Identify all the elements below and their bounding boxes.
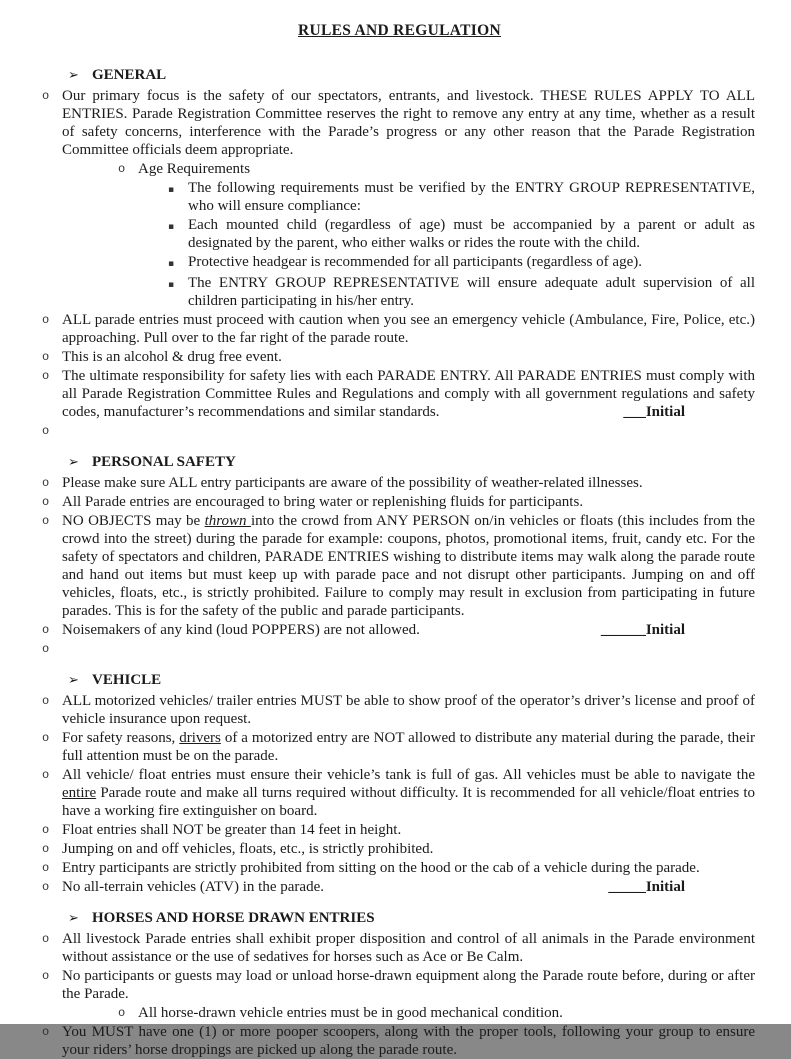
circle-bullet-icon: o <box>42 694 50 708</box>
list-item-text <box>188 274 757 310</box>
initial-blank: ___Initial <box>623 404 685 420</box>
list-item <box>42 692 757 728</box>
list-item <box>42 766 757 820</box>
circle-bullet-icon: o <box>42 476 50 490</box>
circle-bullet-icon: o <box>42 495 50 509</box>
list-item-text <box>62 348 757 366</box>
list-item-text <box>188 179 757 215</box>
circle-bullet-icon: o <box>42 642 50 656</box>
list-item-text <box>62 729 757 765</box>
text-run: of a motorized entry are NOT allowed to distribute any material during the parade, their full attention must be on the parade. <box>62 730 755 764</box>
list-item-text <box>62 692 757 728</box>
circle-bullet-icon: o <box>42 369 50 383</box>
circle-bullet-icon: o <box>42 969 50 983</box>
circle-bullet-icon: o <box>42 623 50 637</box>
circle-bullet-icon: o <box>42 861 50 875</box>
text-run: ALL motorized vehicles/ trailer entries MUST be able to show proof of the operator’s driver’s license and proof of vehicle insurance upon request. <box>62 693 755 727</box>
list-item-text <box>62 87 757 159</box>
list-item <box>42 621 757 639</box>
list-item-text <box>62 930 757 966</box>
list-item <box>42 348 757 366</box>
text-run: No all-terrain vehicles (ATV) in the parade. <box>62 879 324 895</box>
text-run: Entry participants are strictly prohibited from sitting on the hood or the cab of a vehicle during the parade. <box>62 860 700 876</box>
circle-bullet-icon: o <box>42 1025 50 1039</box>
list-item-text <box>62 859 757 877</box>
list-item <box>42 179 757 215</box>
circle-bullet-icon: o <box>42 514 50 528</box>
list-item <box>42 311 757 347</box>
circle-bullet-icon: o <box>42 350 50 364</box>
list-item-text <box>188 216 757 252</box>
list-item <box>42 859 757 877</box>
list-item-text <box>138 1004 757 1022</box>
text-run: For safety reasons, <box>62 730 180 746</box>
text-run: ALL parade entries must proceed with caution when you see an emergency vehicle (Ambulance, Fire, Police, etc.) approaching. Pull over to the far right of the parade route. <box>62 312 755 346</box>
circle-bullet-icon: o <box>42 89 50 103</box>
section-header-personal-safety <box>68 453 757 471</box>
list-item-text <box>62 878 757 896</box>
text-run: All vehicle/ float entries must ensure their vehicle’s tank is full of gas. All vehicles must be able to navigate the <box>62 767 755 783</box>
circle-bullet-icon: o <box>42 823 50 837</box>
arrow-bullet-icon: ➢ <box>68 454 79 469</box>
section-title: VEHICLE <box>92 672 162 688</box>
list-item <box>42 87 757 159</box>
circle-bullet-icon: o <box>42 768 50 782</box>
circle-bullet-icon: o <box>42 932 50 946</box>
arrow-bullet-icon: ➢ <box>68 67 79 82</box>
list-item-text <box>62 367 757 421</box>
circle-bullet-icon: o <box>42 424 50 438</box>
text-run: No participants or guests may load or unload horse-drawn equipment along the Parade route before, during or after the Parade. <box>62 968 755 1002</box>
section-header-general <box>68 66 757 84</box>
list-item-text <box>62 512 757 620</box>
square-bullet-icon: ▪ <box>168 280 175 290</box>
list-item <box>42 274 757 310</box>
text-run: All Parade entries are encouraged to bring water or replenishing fluids for participants. <box>62 494 584 510</box>
list-item <box>42 930 757 966</box>
list-item <box>42 512 757 620</box>
text-run: All horse-drawn vehicle entries must be in good mechanical condition. <box>138 1005 563 1021</box>
list-item <box>42 216 757 252</box>
list-item <box>42 422 757 440</box>
section-title: HORSES AND HORSE DRAWN ENTRIES <box>92 910 375 926</box>
list-item <box>42 160 757 178</box>
document-body <box>42 66 757 1059</box>
text-run: The ultimate responsibility for safety lies with each PARADE ENTRY. All PARADE ENTRIES must comply with all Parade Registration Committee Rules and Regulations and comply with all government regulations and safety codes, manufacturer’s recommendations and similar standards. <box>62 368 755 420</box>
list-item-text <box>62 840 757 858</box>
document-title: RULES AND REGULATION <box>298 22 501 39</box>
square-bullet-icon: ▪ <box>168 259 175 269</box>
list-item <box>42 474 757 492</box>
list-item-text <box>62 821 757 839</box>
circle-bullet-icon: o <box>42 880 50 894</box>
list-item <box>42 729 757 765</box>
list-item-text <box>62 493 757 511</box>
arrow-bullet-icon: ➢ <box>68 910 79 925</box>
list-item-text <box>188 253 757 273</box>
text-run: entire <box>62 785 97 801</box>
initial-blank: _____Initial <box>608 879 685 895</box>
section-title: PERSONAL SAFETY <box>92 454 236 470</box>
list-item <box>42 967 757 1003</box>
list-item-text <box>62 640 757 658</box>
text-run: Please make sure ALL entry participants are aware of the possibility of weather-related illnesses. <box>62 475 643 491</box>
section-header-vehicle <box>68 671 757 689</box>
square-bullet-icon: ▪ <box>168 185 175 195</box>
section-title: GENERAL <box>92 67 167 83</box>
square-bullet-icon: ▪ <box>168 222 175 232</box>
text-run: All livestock Parade entries shall exhibit proper disposition and control of all animals in the Parade environment without assistance or the use of sedatives for horses such as Ace or Be Calm. <box>62 931 755 965</box>
text-run: thrown <box>204 513 251 529</box>
list-item <box>42 1023 757 1059</box>
circle-bullet-icon: o <box>42 731 50 745</box>
list-item <box>42 1004 757 1022</box>
list-item-text <box>62 621 757 639</box>
list-item-text <box>62 311 757 347</box>
text-run: Age Requirements <box>138 161 251 177</box>
arrow-bullet-icon: ➢ <box>68 672 79 687</box>
list-item-text <box>62 474 757 492</box>
text-run: drivers <box>179 730 221 746</box>
circle-bullet-icon: o <box>42 313 50 327</box>
circle-bullet-icon: o <box>118 1006 126 1020</box>
list-item-text <box>62 422 757 440</box>
text-run: This is an alcohol & drug free event. <box>62 349 282 365</box>
initial-blank: ______Initial <box>600 622 685 638</box>
list-item <box>42 878 757 896</box>
text-run: You MUST have one (1) or more pooper scoopers, along with the proper tools, following your group to ensure your riders’ horse droppings are picked up along the parade route. <box>62 1024 755 1058</box>
circle-bullet-icon: o <box>118 162 126 176</box>
text-run: into the crowd from ANY PERSON on/in vehicles or floats (this includes from the crowd into the street) during the parade for example: coupons, photos, promotional items, fruit, candy etc. For the safety of spectators and children, PARADE ENTRIES wishing to distribute items may walk along the parade route and hand out items but must keep up with parade pace and not disrupt other participants. Jumping on and off vehicles, floats, etc., is strictly prohibited. Failure to comply may result in exclusion from participating in future parades. This is for the safety of the public and parade participants. <box>62 513 756 619</box>
text-run: Parade route and make all turns required without difficulty. It is recommended for all vehicle/float entries to have a working fire extinguisher on board. <box>62 785 755 819</box>
list-item <box>42 640 757 658</box>
text-run: Float entries shall NOT be greater than 14 feet in height. <box>62 822 402 838</box>
text-run: Protective headgear is recommended for all participants (regardless of age). <box>188 254 642 270</box>
list-item <box>42 493 757 511</box>
text-run: Our primary focus is the safety of our spectators, entrants, and livestock. THESE RULES APPLY TO ALL ENTRIES. Parade Registration Committee reserves the right to remove any entry at any time, whether as a result of safety concerns, interference with the Parade’s progress or any other reason that the Parade Registration Committee officials deem appropriate. <box>62 88 755 158</box>
list-item <box>42 821 757 839</box>
circle-bullet-icon: o <box>42 842 50 856</box>
text-run: The ENTRY GROUP REPRESENTATIVE will ensure adequate adult supervision of all children participating in his/her entry. <box>188 275 755 309</box>
list-item-text <box>62 967 757 1003</box>
section-header-horses-and-horse-drawn-entries <box>68 909 757 927</box>
text-run: Each mounted child (regardless of age) must be accompanied by a parent or adult as designated by the parent, who either walks or rides the route with the child. <box>188 217 755 251</box>
list-item <box>42 840 757 858</box>
text-run: Jumping on and off vehicles, floats, etc., is strictly prohibited. <box>62 841 434 857</box>
list-item-text <box>62 1023 757 1059</box>
list-item <box>42 367 757 421</box>
text-run: The following requirements must be verified by the ENTRY GROUP REPRESENTATIVE, who will ensure compliance: <box>188 180 755 214</box>
text-run: NO OBJECTS may be <box>62 513 205 529</box>
list-item-text <box>138 160 757 178</box>
list-item-text <box>62 766 757 820</box>
text-run: Noisemakers of any kind (loud POPPERS) are not allowed. <box>62 622 420 638</box>
list-item <box>42 253 757 273</box>
